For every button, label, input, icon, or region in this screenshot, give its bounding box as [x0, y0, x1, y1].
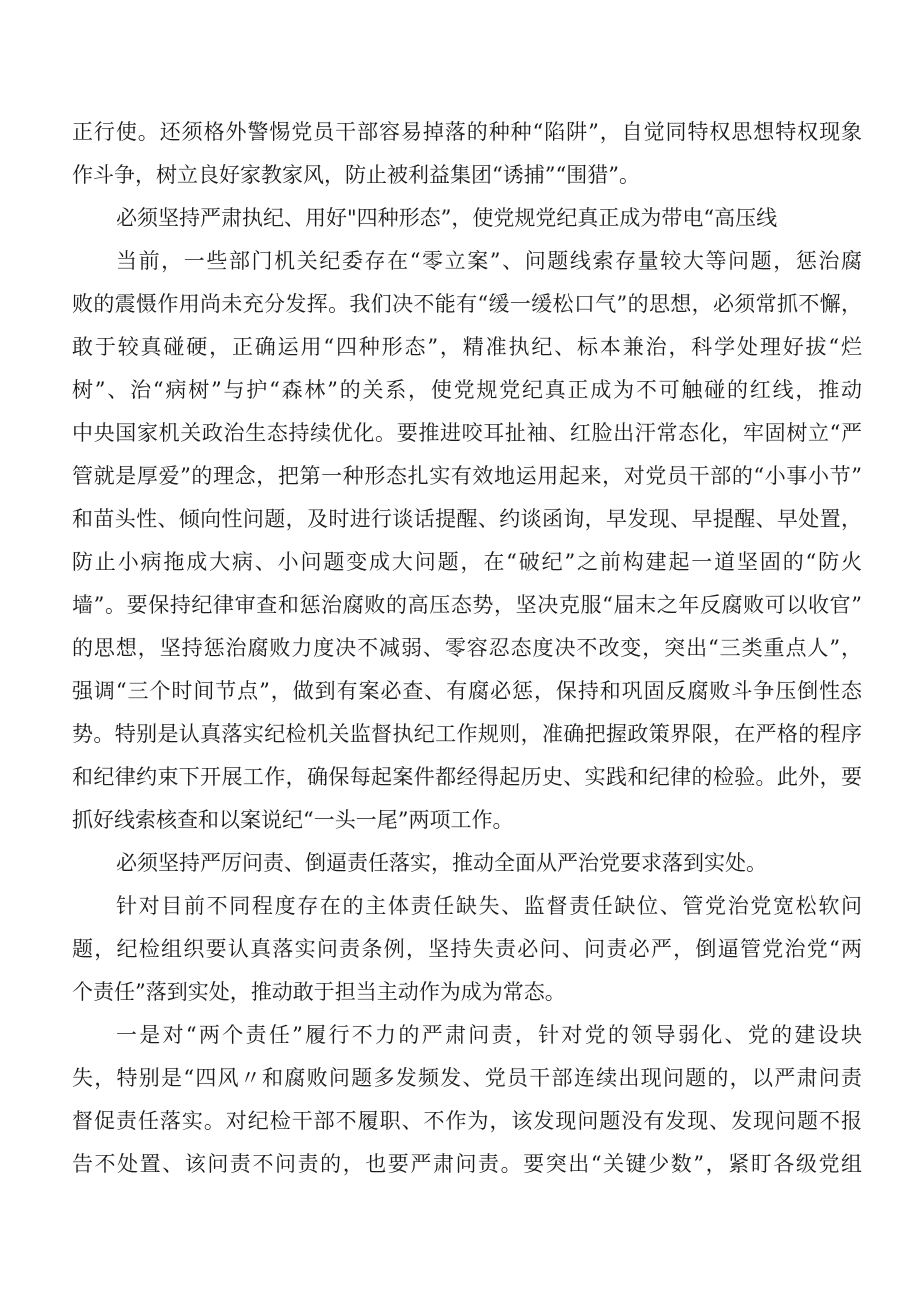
text-line: 树”、治“病树”与护“森林”的关系，使党规党纪真正成为不可触碰的红线，推动	[72, 378, 862, 402]
text-line: 和苗头性、倾向性问题，及时进行谈话提醒、约谈函询，早发现、早提醒、早处置，	[72, 507, 862, 531]
text-line: 个责任”落到实处，推动敢于担当主动作为成为常态。	[72, 980, 566, 1004]
text-line: 和纪律约束下开展工作，确保每起案件都经得起历史、实践和纪律的检验。此外，要	[72, 765, 862, 789]
text-line: 的思想，坚持惩治腐败力度决不减弱、零容忍态度决不改变，突出“三类重点人”，	[72, 636, 862, 660]
text-line: 针对目前不同程度存在的主体责任缺失、监督责任缺位、管党治党宽松软问	[116, 894, 862, 918]
text-line: 正行使。还须格外警惕党员干部容易掉落的种种“陷阱”，自觉同特权思想特权现象	[72, 120, 862, 144]
text-line: 抓好线索核查和以案说纪“一头一尾”两项工作。	[72, 808, 514, 832]
text-line: 告不处置、该问责不问责的，也要严肃问责。要突出“关键少数”，紧盯各级党组	[72, 1152, 862, 1176]
text-line: 管就是厚爱”的理念，把第一种形态扎实有效地运用起来，对党员干部的“小事小节”	[72, 464, 862, 488]
text-line: 作斗争，树立良好家教家风，防止被利益集团“诱捕”“围猎”。	[72, 163, 640, 187]
text-line: 一是对“两个责任”履行不力的严肃问责，针对党的领导弱化、党的建设块	[116, 1023, 862, 1047]
text-line: 墙”。要保持纪律审查和惩治腐败的高压态势，坚决克服“届末之年反腐败可以收官”	[72, 593, 862, 617]
text-line: 失，特别是“四风〃和腐败问题多发频发、党员干部连续出现问题的，以严肃问责	[72, 1066, 862, 1090]
text-line: 题，纪检组织要认真落实问责条例，坚持失责必问、问责必严，倒逼管党治党“两	[72, 937, 862, 961]
section-heading: 必须坚持严厉问责、倒逼责任落实，推动全面从严治党要求落到实处。	[116, 851, 767, 875]
text-line: 败的震慑作用尚未充分发挥。我们决不能有“缓一缓松口气”的思想，必须常抓不懈，	[72, 292, 862, 316]
text-line: 督促责任落实。对纪检干部不履职、不作为，该发现问题没有发现、发现问题不报	[72, 1109, 862, 1133]
text-line: 敢于较真碰硬，正确运用“四种形态”，精准执纪、标本兼治，科学处理好拔“烂	[72, 335, 862, 359]
text-line: 防止小病拖成大病、小问题变成大问题，在“破纪”之前构建起一道坚固的“防火	[72, 550, 862, 574]
text-line: 强调“三个时间节点”，做到有案必查、有腐必惩，保持和巩固反腐败斗争压倒性态	[72, 679, 862, 703]
text-line: 当前，一些部门机关纪委存在“零立案”、问题线索存量较大等问题，惩治腐	[116, 249, 862, 273]
section-heading: 必须坚持严肃执纪、用好"四种形态”，使党规党纪真正成为带电“高压线	[116, 206, 778, 230]
text-line: 中央国家机关政治生态持续优化。要推进咬耳扯袖、红脸出汗常态化，牢固树立“严	[72, 421, 862, 445]
text-line: 势。特别是认真落实纪检机关监督执纪工作规则，准确把握政策界限，在严格的程序	[72, 722, 862, 746]
